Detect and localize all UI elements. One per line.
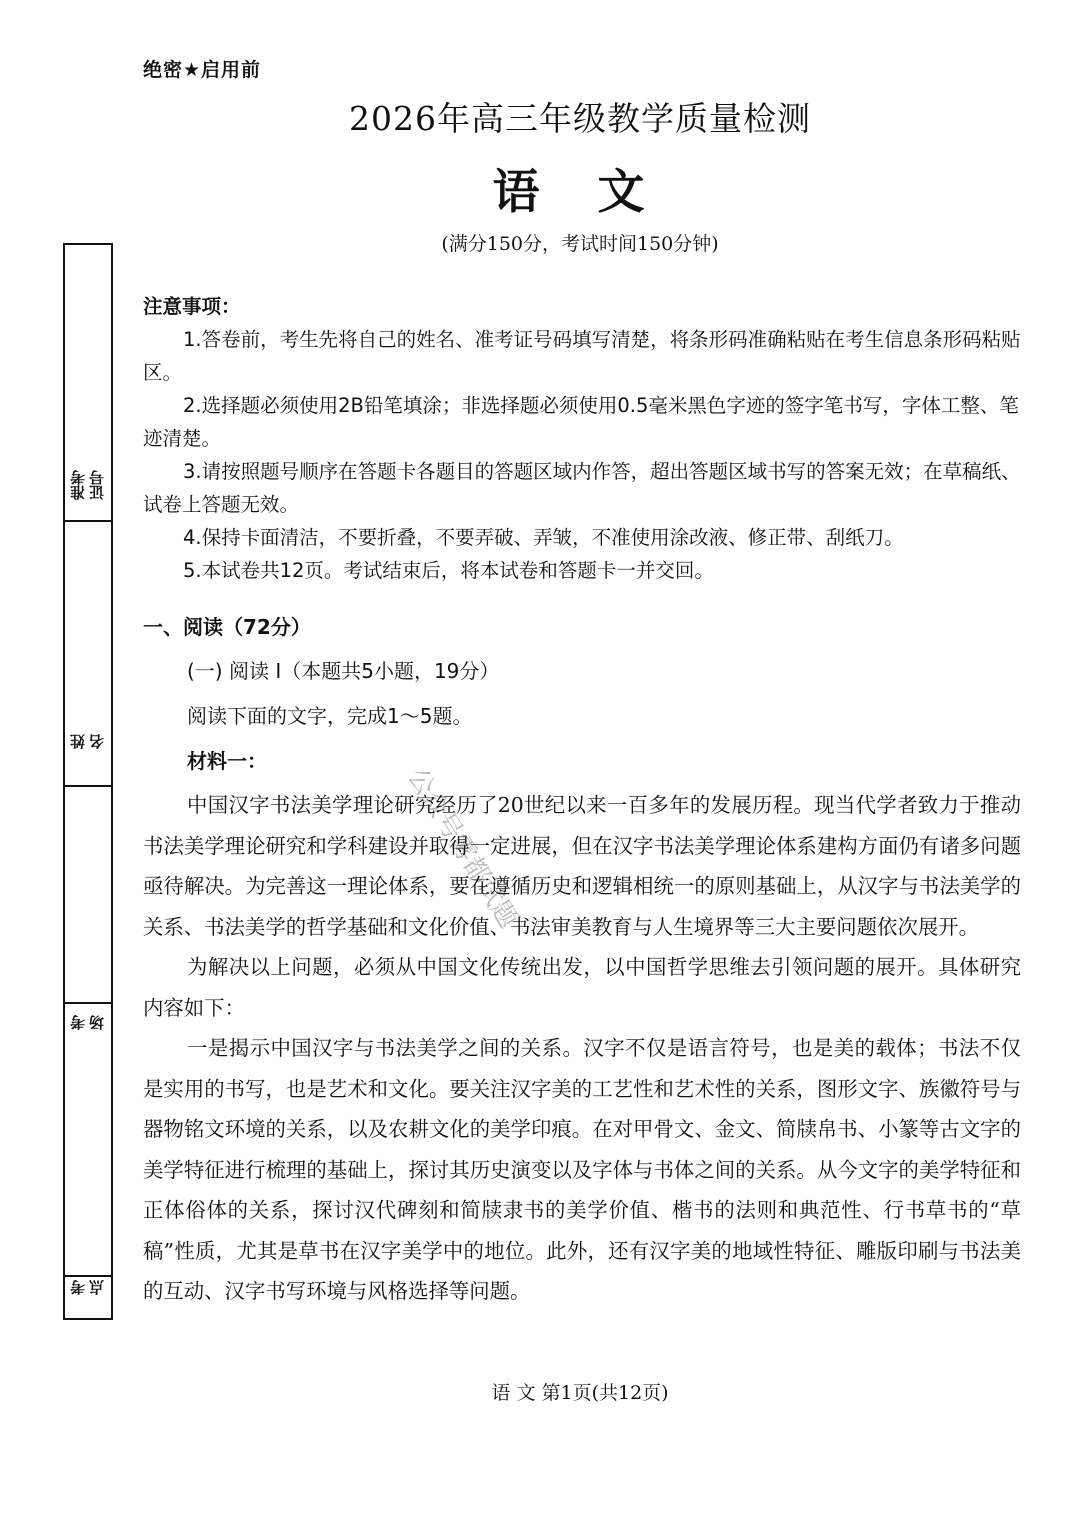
notice-heading: 注意事项： <box>143 295 241 318</box>
candidate-info-box <box>63 243 113 1320</box>
exam-room-label: 考场 <box>69 1015 106 1030</box>
passage-paragraph: 为解决以上问题，必须从中国文化传统出发，以中国哲学思维去引领问题的展开。具体研究内容如下： <box>143 955 1021 1020</box>
exam-title: 2026年高三年级教学质量检测 <box>349 99 811 138</box>
page-footer: 语 文 第1页(共12页) <box>491 1382 669 1404</box>
watermark: 公众号雾都试题 <box>401 763 524 934</box>
exam-id-label: 准考证号 <box>69 470 106 500</box>
notice-item: 4.保持卡面清洁，不要折叠，不要弄破、弄皱，不准使用涂改液、修正带、刮纸刀。 <box>183 526 904 549</box>
reading-passage <box>143 785 1021 1312</box>
notice-item: 5.本试卷共12页。考试结束后，将本试卷和答题卡一并交回。 <box>183 559 714 582</box>
section-title: 一、阅读（72分） <box>143 615 311 639</box>
divider <box>65 785 111 787</box>
notice-item: 1.答卷前，考生先将自己的姓名、准考证号码填写清楚，将条形码准确粘贴在考生信息条形码粘贴区。 <box>143 328 1021 384</box>
material-label: 材料一： <box>187 749 267 773</box>
passage-paragraph: 一是揭示中国汉字与书法美学之间的关系。汉字不仅是语言符号，也是美的载体；书法不仅是实用的书写，也是艺术和文化。要关注汉字美的工艺性和艺术性的关系，图形文字、族徽符号与器物铭文环境的关系，以及农耕文化的美学印痕。在对甲骨文、金文、简牍帛书、小篆等古文字的美学特征进行梳理的基础上，探讨其历史演变以及字体与书体之间的关系。从今文字的美学特征和正体俗体的关系，探讨汉代碑刻和简牍隶书的美学价值、楷书的法则和典范性、行书草书的“草稿”性质，尤其是草书在汉字美学中的地位。此外，还有汉字美的地域性特征、雕版印刷与书法美的互动、汉字书写环境与风格选择等问题。 <box>143 1036 1021 1303</box>
score-info: (满分150分，考试时间150分钟) <box>441 233 719 255</box>
notice-item: 2.选择题必须使用2B铅笔填涂；非选择题必须使用0.5毫米黑色字迹的签字笔书写，字体工整、笔迹清楚。 <box>143 394 1019 450</box>
divider <box>65 1002 111 1004</box>
confidential-label: 绝密★启用前 <box>143 59 262 81</box>
subsection-title: (一) 阅读 I（本题共5小题，19分） <box>187 659 500 683</box>
exam-site-label: 考点 <box>69 1280 106 1295</box>
instruction-text: 阅读下面的文字，完成1～5题。 <box>187 704 473 728</box>
divider <box>65 520 111 522</box>
notice-item: 3.请按照题号顺序在答题卡各题目的答题区域内作答，超出答题区域书写的答案无效；在草稿纸、试卷上答题无效。 <box>143 460 1021 516</box>
passage-paragraph: 中国汉字书法美学理论研究经历了20世纪以来一百多年的发展历程。现当代学者致力于推动书法美学理论研究和学科建设并取得一定进展，但在汉字书法美学理论体系建构方面仍有诸多问题亟待解决。为完善这一理论体系，要在遵循历史和逻辑相统一的原则基础上，从汉字与书法美学的关系、书法美学的哲学基础和文化价值、书法审美教育与人生境界等三大主要问题依次展开。 <box>143 793 1021 939</box>
divider <box>65 1275 111 1277</box>
subject-title: 语文 <box>492 165 703 220</box>
name-label: 姓名 <box>69 734 106 749</box>
notice-section <box>143 290 1023 587</box>
